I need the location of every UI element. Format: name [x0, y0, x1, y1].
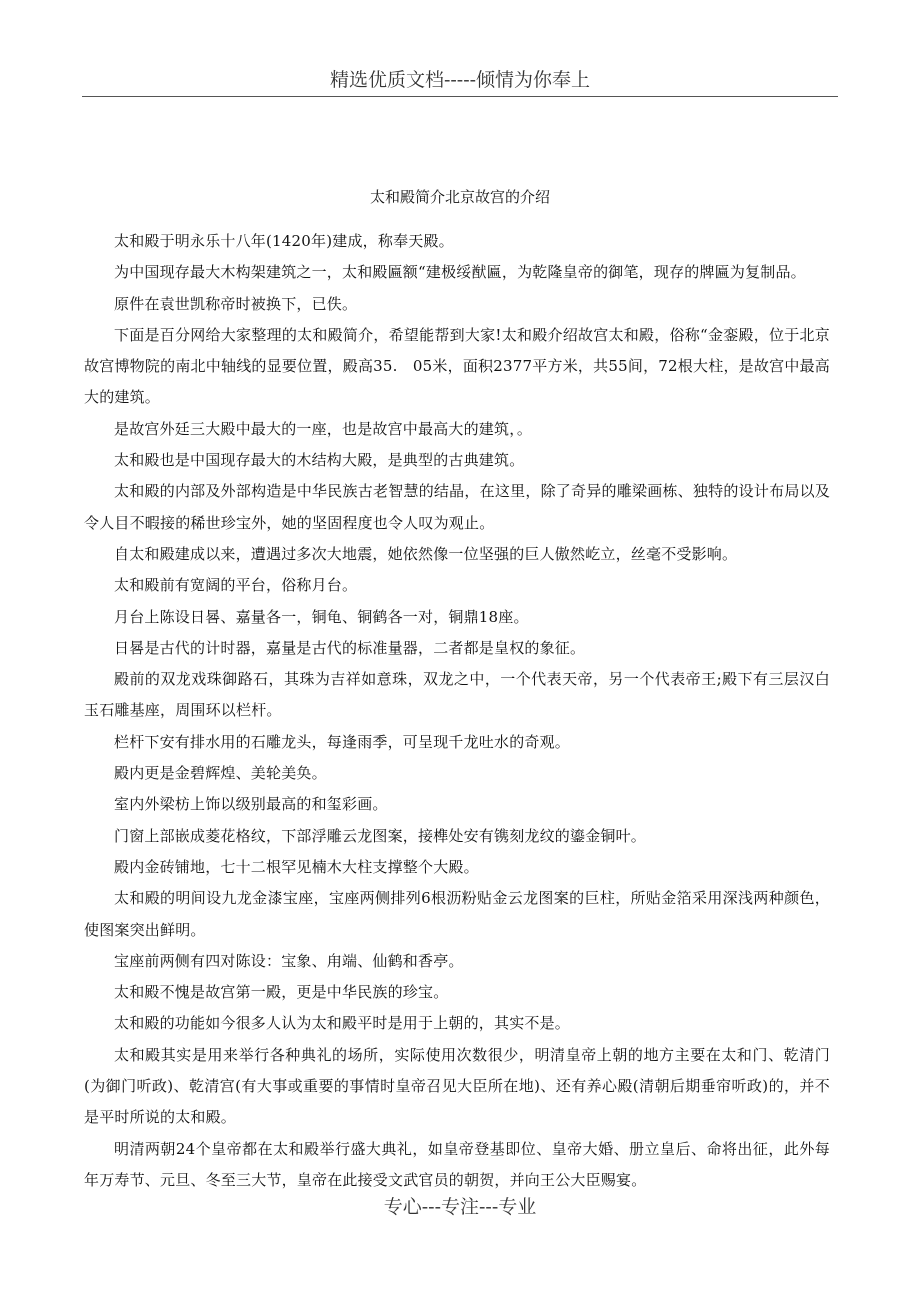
paragraph: 室内外梁枋上饰以级别最高的和玺彩画。 — [114, 795, 388, 814]
page-header: 精选优质文档-----倾情为你奉上 — [329, 69, 591, 91]
paragraph: 为中国现存最大木构架建筑之一，太和殿匾额“建极绥猷匾，为乾隆皇帝的御笔，现存的牌匾为复制品。 — [114, 263, 806, 282]
paragraph: 门窗上部嵌成菱花格纹，下部浮雕云龙图案，接榫处安有镌刻龙纹的鎏金铜叶。 — [114, 826, 647, 845]
document-title: 太和殿简介北京故宫的介绍 — [369, 188, 550, 206]
paragraph: 原件在袁世凯称帝时被换下，已佚。 — [114, 294, 358, 313]
page-footer: 专心---专注---专业 — [383, 1196, 537, 1218]
paragraph: 殿内更是金碧辉煌、美轮美奂。 — [114, 764, 327, 783]
paragraph: 栏杆下安有排水用的石雕龙头，每逢雨季，可呈现千龙吐水的奇观。 — [114, 732, 571, 751]
paragraph: 殿内金砖铺地，七十二根罕见楠木大柱支撑整个大殿。 — [114, 857, 479, 876]
paragraph: 明清两朝24个皇帝都在太和殿举行盛大典礼，如皇帝登基即位、皇帝大婚、册立皇后、命将出征，此外每年万寿节、元旦、冬至三大节，皇帝在此接受文武官员的朝贺，并向王公大臣赐宴。 — [84, 1139, 830, 1189]
paragraph: 月台上陈设日晷、嘉量各一，铜龟、铜鹤各一对，铜鼎18座。 — [114, 607, 529, 626]
document-body — [84, 226, 830, 1196]
paragraph: 太和殿的功能如今很多人认为太和殿平时是用于上朝的，其实不是。 — [114, 1014, 571, 1033]
paragraph: 下面是百分网给大家整理的太和殿简介，希望能帮到大家!太和殿介绍故宫太和殿，俗称“金銮殿，位于北京故宫博物院的南北中轴线的显要位置，殿高35. 05米，面积2377平方米，共55间，72根大柱，是故宫中最高大的建筑。 — [84, 325, 830, 407]
paragraph: 是故宫外廷三大殿中最大的一座，也是故宫中最高大的建筑，。 — [114, 419, 533, 438]
paragraph: 太和殿于明永乐十八年(1420年)建成，称奉天殿。 — [114, 232, 454, 250]
paragraph: 太和殿的明间设九龙金漆宝座，宝座两侧排列6根沥粉贴金云龙图案的巨柱，所贴金箔采用深浅两种颜色，使图案突出鲜明。 — [84, 889, 830, 939]
paragraph: 宝座前两侧有四对陈设：宝象、甪端、仙鹤和香亭。 — [114, 951, 464, 970]
paragraph: 太和殿前有宽阔的平台，俗称月台。 — [114, 576, 358, 595]
paragraph: 太和殿也是中国现存最大的木结构大殿，是典型的古典建筑。 — [114, 451, 525, 470]
paragraph: 自太和殿建成以来，遭遇过多次大地震，她依然像一位坚强的巨人傲然屹立，丝毫不受影响。 — [114, 544, 738, 563]
header-divider — [82, 96, 838, 97]
paragraph: 太和殿其实是用来举行各种典礼的场所，实际使用次数很少，明清皇帝上朝的地方主要在太和门、乾清门(为御门听政)、乾清宫(有大事或重要的事情时皇帝召见大臣所在地)、还有养心殿(清朝后期垂帘听政)的，并不是平时所说的太和殿。 — [84, 1045, 830, 1127]
paragraph: 太和殿不愧是故宫第一殿，更是中华民族的珍宝。 — [114, 983, 449, 1002]
paragraph: 太和殿的内部及外部构造是中华民族古老智慧的结晶，在这里，除了奇异的雕梁画栋、独特的设计布局以及令人目不暇接的稀世珍宝外，她的坚固程度也令人叹为观止。 — [84, 482, 830, 532]
paragraph: 日晷是古代的计时器，嘉量是古代的标准量器，二者都是皇权的象征。 — [114, 638, 586, 657]
paragraph: 殿前的双龙戏珠御路石，其珠为吉祥如意珠，双龙之中，一个代表天帝，另一个代表帝王;殿下有三层汉白玉石雕基座，周围环以栏杆。 — [84, 670, 830, 720]
